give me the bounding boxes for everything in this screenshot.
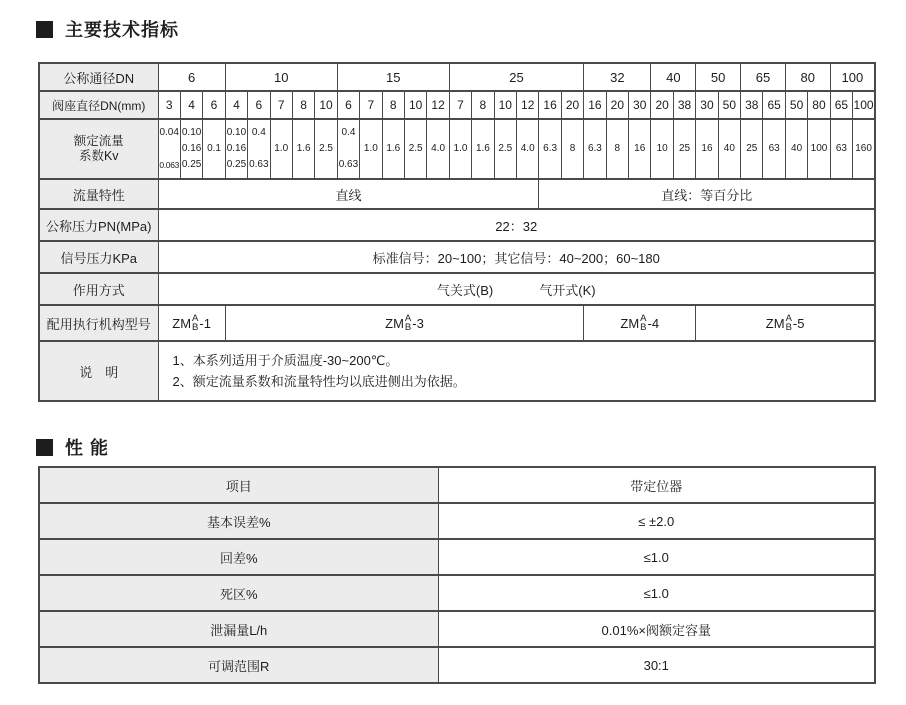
- kv-value-line: 25: [746, 143, 758, 154]
- kv-value-line: [517, 157, 538, 173]
- seat-diameter-cell: 100: [853, 91, 875, 119]
- kv-cell: [853, 119, 875, 179]
- kv-value-line: [696, 125, 717, 141]
- kv-cell: [561, 119, 583, 179]
- seat-diameter-cell: 65: [763, 91, 785, 119]
- kv-cell: [651, 119, 673, 179]
- row-label-notes: 说 明: [39, 341, 158, 401]
- kv-value-line: 10: [656, 143, 668, 154]
- kv-value-line: [383, 125, 404, 141]
- kv-cell: [696, 119, 718, 179]
- kv-value-line: [539, 125, 560, 141]
- actuator-ab-stack: [786, 314, 792, 332]
- kv-value-line: [763, 157, 784, 173]
- kv-value-stack: [763, 125, 784, 173]
- kv-value-stack: [495, 125, 516, 173]
- kv-value-stack: [517, 125, 538, 173]
- kv-value-line: 4.0: [431, 143, 446, 154]
- row-label-flow-characteristic: 流量特性: [39, 179, 158, 209]
- kv-cell: [741, 119, 763, 179]
- kv-value-stack: [338, 125, 359, 173]
- kv-value-stack: [203, 125, 224, 173]
- kv-value-line: [159, 141, 180, 157]
- kv-value-line: [651, 125, 672, 141]
- row-label-seat-dn: 阀座直径DN(mm): [39, 91, 158, 119]
- kv-value-line: [248, 141, 269, 157]
- kv-value-line: 2.5: [319, 143, 333, 154]
- seat-diameter-cell: 6: [248, 91, 270, 119]
- performance-row: [39, 611, 875, 647]
- kv-value-line: 40: [791, 143, 803, 154]
- kv-value-stack: [159, 125, 180, 173]
- kv-value-line: 1.6: [386, 143, 401, 154]
- kv-value-line: 8: [569, 143, 576, 154]
- kv-value-line: [271, 125, 292, 141]
- kv-value-stack: [181, 125, 202, 173]
- row-label-kv-line: 系数Kv: [78, 149, 119, 163]
- kv-value-line: 1.6: [475, 143, 490, 154]
- actuator-model: [620, 314, 659, 332]
- performance-table: [38, 466, 876, 684]
- kv-value-line: [607, 157, 628, 173]
- performance-item-cell: 基本误差%: [39, 503, 438, 539]
- actuator-ab-stack: [640, 314, 646, 332]
- kv-value-stack: [562, 125, 583, 173]
- actuator-ab-bottom: B: [785, 322, 792, 333]
- kv-value-line: [405, 157, 426, 173]
- seat-diameter-cell: 20: [606, 91, 628, 119]
- kv-value-line: [719, 125, 740, 141]
- row-label-signal-pressure: 信号压力KPa: [39, 241, 158, 273]
- seat-diameter-cell: 8: [382, 91, 404, 119]
- actuator-ab-bottom: B: [640, 322, 647, 333]
- dn-group-cell: 40: [651, 63, 696, 91]
- kv-value-line: [315, 157, 336, 173]
- seat-diameter-cell: 80: [808, 91, 830, 119]
- kv-value-line: [786, 157, 807, 173]
- kv-value-line: 0.25: [181, 159, 202, 170]
- kv-value-line: [853, 125, 874, 141]
- kv-value-line: [472, 125, 493, 141]
- actuator-ab-top: A: [404, 313, 412, 324]
- kv-value-line: 2.5: [408, 143, 423, 154]
- actuator-model: [385, 314, 424, 332]
- kv-value-line: [763, 125, 784, 141]
- seat-diameter-cell: 7: [360, 91, 382, 119]
- kv-value-line: [786, 125, 807, 141]
- dn-group-cell: 32: [584, 63, 651, 91]
- action-mode-cell: [158, 273, 875, 305]
- seat-diameter-cell: 8: [292, 91, 314, 119]
- performance-header-item: 项目: [39, 467, 438, 503]
- kv-cell: [382, 119, 404, 179]
- seat-diameter-cell: 30: [696, 91, 718, 119]
- seat-diameter-cell: 7: [270, 91, 292, 119]
- seat-diameter-cell: 30: [629, 91, 651, 119]
- kv-value-stack: [405, 125, 426, 173]
- kv-value-stack: [719, 125, 740, 173]
- seat-diameter-cell: 65: [830, 91, 852, 119]
- seat-diameter-cell: 10: [494, 91, 516, 119]
- kv-value-stack: [853, 125, 874, 173]
- kv-value-line: [450, 125, 471, 141]
- section-title-performance: [36, 434, 109, 460]
- row-label-nominal-pressure: 公称压力PN(MPa): [39, 209, 158, 241]
- kv-cell: [830, 119, 852, 179]
- actuator-prefix: ZM: [172, 315, 192, 331]
- seat-diameter-cell: 10: [315, 91, 337, 119]
- kv-cell: [315, 119, 337, 179]
- note-line: 1、本系列适用于介质温度-30~200℃。: [172, 353, 399, 368]
- kv-value-line: [674, 157, 695, 173]
- kv-cell: [808, 119, 830, 179]
- actuator-suffix: -1: [199, 315, 211, 331]
- section-title-specs: [36, 16, 179, 42]
- actuator-ab-top: A: [192, 313, 199, 324]
- kv-value-line: 16: [634, 143, 646, 154]
- kv-value-line: 0.04: [159, 127, 179, 138]
- kv-value-line: [203, 125, 224, 141]
- dn-group-cell: 100: [830, 63, 875, 91]
- kv-value-line: [472, 157, 493, 173]
- kv-value-stack: [786, 125, 807, 173]
- kv-value-line: [607, 125, 628, 141]
- kv-value-line: [315, 125, 336, 141]
- kv-value-line: [651, 157, 672, 173]
- section-title-performance-text: 性 能: [65, 438, 110, 458]
- kv-value-line: [271, 157, 292, 173]
- row-label-actuator-model: 配用执行机构型号: [39, 305, 158, 341]
- actuator-suffix: -5: [792, 315, 805, 331]
- dn-group-cell: 6: [158, 63, 225, 91]
- kv-cell: [606, 119, 628, 179]
- seat-diameter-cell: 50: [785, 91, 807, 119]
- seat-diameter-cell: 8: [472, 91, 494, 119]
- performance-value-cell: 30:1: [438, 647, 875, 683]
- kv-value-line: 160: [855, 143, 872, 154]
- kv-value-line: 8: [614, 143, 621, 154]
- kv-value-line: [831, 157, 852, 173]
- kv-value-line: [831, 125, 852, 141]
- seat-diameter-cell: 6: [203, 91, 225, 119]
- kv-cell: [517, 119, 539, 179]
- kv-value-stack: [383, 125, 404, 173]
- kv-cell: [718, 119, 740, 179]
- kv-value-line: [741, 157, 762, 173]
- actuator-ab-bottom: B: [192, 322, 199, 333]
- seat-diameter-cell: 6: [337, 91, 359, 119]
- signal-pressure-cell: 标准信号：20~100；其它信号：40~200；60~180: [158, 241, 875, 273]
- dn-group-cell: 80: [785, 63, 830, 91]
- performance-row: [39, 539, 875, 575]
- kv-value-line: 0.16: [226, 143, 247, 154]
- kv-value-stack: [472, 125, 493, 173]
- kv-value-line: [696, 157, 717, 173]
- kv-cell: [180, 119, 202, 179]
- kv-value-stack: [696, 125, 717, 173]
- kv-value-line: [405, 125, 426, 141]
- performance-value-cell: ≤1.0: [438, 575, 875, 611]
- seat-diameter-cell: 20: [561, 91, 583, 119]
- row-label-kv: [39, 119, 158, 179]
- actuator-model-cell: [696, 305, 875, 341]
- dn-group-cell: 25: [449, 63, 583, 91]
- kv-value-stack: [450, 125, 471, 173]
- kv-value-line: [293, 157, 314, 173]
- performance-row: [39, 503, 875, 539]
- performance-item-cell: 可调范围R: [39, 647, 438, 683]
- kv-value-line: [629, 157, 650, 173]
- section-title-specs-text: 主要技术指标: [65, 20, 179, 40]
- kv-cell: [337, 119, 359, 179]
- kv-cell: [225, 119, 247, 179]
- kv-value-stack: [674, 125, 695, 173]
- kv-value-stack: [539, 125, 560, 173]
- seat-diameter-cell: 50: [718, 91, 740, 119]
- kv-value-stack: [248, 125, 269, 173]
- kv-value-line: 0.4: [251, 127, 266, 138]
- kv-value-line: [584, 125, 605, 141]
- kv-value-line: [427, 125, 448, 141]
- kv-value-line: [427, 157, 448, 173]
- kv-value-line: 1.0: [274, 143, 289, 154]
- kv-value-stack: [584, 125, 605, 173]
- actuator-ab-stack: [192, 314, 198, 332]
- seat-diameter-cell: 10: [404, 91, 426, 119]
- kv-cell: [248, 119, 270, 179]
- performance-row: [39, 647, 875, 683]
- action-mode-value: 气开式(K): [539, 282, 596, 298]
- kv-value-line: [853, 157, 874, 173]
- kv-value-stack: [607, 125, 628, 173]
- actuator-prefix: ZM: [620, 315, 640, 331]
- kv-cell: [158, 119, 180, 179]
- actuator-prefix: ZM: [765, 315, 785, 331]
- kv-value-stack: [360, 125, 381, 173]
- kv-cell: [203, 119, 225, 179]
- dn-group-cell: 65: [741, 63, 786, 91]
- seat-diameter-cell: 7: [449, 91, 471, 119]
- actuator-model-cell: [225, 305, 584, 341]
- kv-value-line: 2.5: [498, 143, 513, 154]
- performance-item-cell: 死区%: [39, 575, 438, 611]
- kv-value-line: [495, 157, 516, 173]
- performance-row: [39, 575, 875, 611]
- kv-value-line: [629, 125, 650, 141]
- seat-diameter-cell: 4: [225, 91, 247, 119]
- kv-value-line: 0.063: [159, 160, 180, 170]
- kv-value-line: 1.0: [363, 143, 378, 154]
- seat-diameter-cell: 16: [539, 91, 561, 119]
- dn-group-cell: 50: [696, 63, 741, 91]
- performance-item-cell: 回差%: [39, 539, 438, 575]
- kv-value-stack: [651, 125, 672, 173]
- kv-cell: [763, 119, 785, 179]
- kv-value-line: 63: [768, 143, 780, 154]
- kv-cell: [494, 119, 516, 179]
- kv-value-stack: [226, 125, 247, 173]
- seat-diameter-cell: 16: [584, 91, 606, 119]
- seat-diameter-cell: 3: [158, 91, 180, 119]
- kv-value-line: 0.25: [226, 159, 247, 170]
- actuator-ab-stack: [405, 314, 411, 332]
- notes-cell: [158, 341, 875, 401]
- seat-diameter-cell: 4: [180, 91, 202, 119]
- kv-value-line: [808, 125, 829, 141]
- kv-value-line: 1.0: [453, 143, 468, 154]
- actuator-ab-top: A: [640, 313, 647, 324]
- kv-value-line: [203, 157, 224, 173]
- actuator-prefix: ZM: [385, 315, 404, 331]
- kv-cell: [584, 119, 606, 179]
- kv-cell: [360, 119, 382, 179]
- kv-value-line: 0.10: [226, 127, 247, 138]
- row-label-action-mode: 作用方式: [39, 273, 158, 305]
- seat-diameter-cell: 12: [517, 91, 539, 119]
- actuator-model-cell: [158, 305, 225, 341]
- performance-header-value: 带定位器: [438, 467, 875, 503]
- kv-value-line: [495, 125, 516, 141]
- kv-value-line: 6.3: [587, 143, 602, 154]
- actuator-ab-bottom: B: [404, 322, 412, 333]
- kv-value-line: [338, 141, 359, 157]
- nominal-pressure-cell: 22：32: [158, 209, 875, 241]
- actuator-ab-top: A: [785, 313, 792, 324]
- kv-value-line: [450, 157, 471, 173]
- kv-cell: [673, 119, 695, 179]
- seat-diameter-cell: 12: [427, 91, 449, 119]
- kv-cell: [292, 119, 314, 179]
- kv-value-stack: [315, 125, 336, 173]
- kv-value-line: 25: [678, 143, 691, 154]
- performance-value-cell: ≤ ±2.0: [438, 503, 875, 539]
- flow-characteristic-cell: 直线：等百分比: [539, 179, 875, 209]
- seat-diameter-cell: 20: [651, 91, 673, 119]
- kv-value-line: [584, 157, 605, 173]
- kv-cell: [539, 119, 561, 179]
- note-line: 2、额定流量系数和流量特性均以底进侧出为依据。: [172, 374, 466, 389]
- kv-cell: [427, 119, 449, 179]
- dn-group-cell: 10: [225, 63, 337, 91]
- performance-item-cell: 泄漏量L/h: [39, 611, 438, 647]
- kv-cell: [785, 119, 807, 179]
- kv-value-stack: [271, 125, 292, 173]
- row-label-kv-line: 额定流量: [73, 134, 124, 148]
- kv-value-line: 0.4: [341, 127, 356, 138]
- square-bullet-icon: [36, 439, 53, 456]
- kv-value-line: [719, 157, 740, 173]
- dn-group-cell: 15: [337, 63, 449, 91]
- kv-value-stack: [629, 125, 650, 173]
- kv-value-line: [808, 157, 829, 173]
- kv-value-stack: [293, 125, 314, 173]
- kv-value-line: 1.6: [296, 143, 311, 154]
- kv-value-line: 0.63: [249, 159, 269, 170]
- seat-diameter-cell: 38: [741, 91, 763, 119]
- performance-value-cell: 0.01%×阀额定容量: [438, 611, 875, 647]
- kv-value-line: [741, 125, 762, 141]
- actuator-model-cell: [584, 305, 696, 341]
- flow-characteristic-cell: 直线: [158, 179, 539, 209]
- kv-value-line: 0.63: [338, 159, 359, 170]
- action-mode-values: [159, 280, 875, 299]
- specs-table: [38, 62, 876, 402]
- actuator-model: [766, 314, 805, 332]
- kv-value-line: 6.3: [543, 143, 558, 154]
- kv-value-line: [293, 125, 314, 141]
- seat-diameter-cell: 38: [673, 91, 695, 119]
- actuator-suffix: -4: [647, 315, 660, 331]
- kv-value-line: [360, 157, 381, 173]
- square-bullet-icon: [36, 21, 53, 38]
- kv-value-line: [562, 157, 583, 173]
- kv-cell: [404, 119, 426, 179]
- row-label-nominal-dn: 公称通径DN: [39, 63, 158, 91]
- kv-value-line: [517, 125, 538, 141]
- kv-cell: [449, 119, 471, 179]
- kv-value-line: 100: [810, 143, 828, 154]
- actuator-suffix: -3: [412, 315, 424, 331]
- kv-value-line: 63: [835, 143, 847, 154]
- kv-value-line: 0.10: [181, 127, 202, 138]
- kv-value-line: 40: [723, 143, 735, 154]
- kv-value-line: 0.16: [181, 143, 202, 154]
- kv-value-stack: [831, 125, 852, 173]
- kv-cell: [270, 119, 292, 179]
- kv-value-stack: [741, 125, 762, 173]
- kv-cell: [472, 119, 494, 179]
- kv-value-stack: [427, 125, 448, 173]
- kv-cell: [629, 119, 651, 179]
- action-mode-value: 气关式(B): [436, 282, 494, 298]
- kv-value-line: 4.0: [520, 143, 535, 154]
- performance-value-cell: ≤1.0: [438, 539, 875, 575]
- kv-value-line: [539, 157, 560, 173]
- kv-value-line: [674, 125, 695, 141]
- kv-value-line: 0.1: [207, 143, 221, 154]
- kv-value-line: [562, 125, 583, 141]
- kv-value-line: [383, 157, 404, 173]
- kv-value-line: 16: [701, 143, 713, 154]
- actuator-model: [172, 314, 211, 332]
- kv-value-stack: [808, 125, 829, 173]
- kv-value-line: [360, 125, 381, 141]
